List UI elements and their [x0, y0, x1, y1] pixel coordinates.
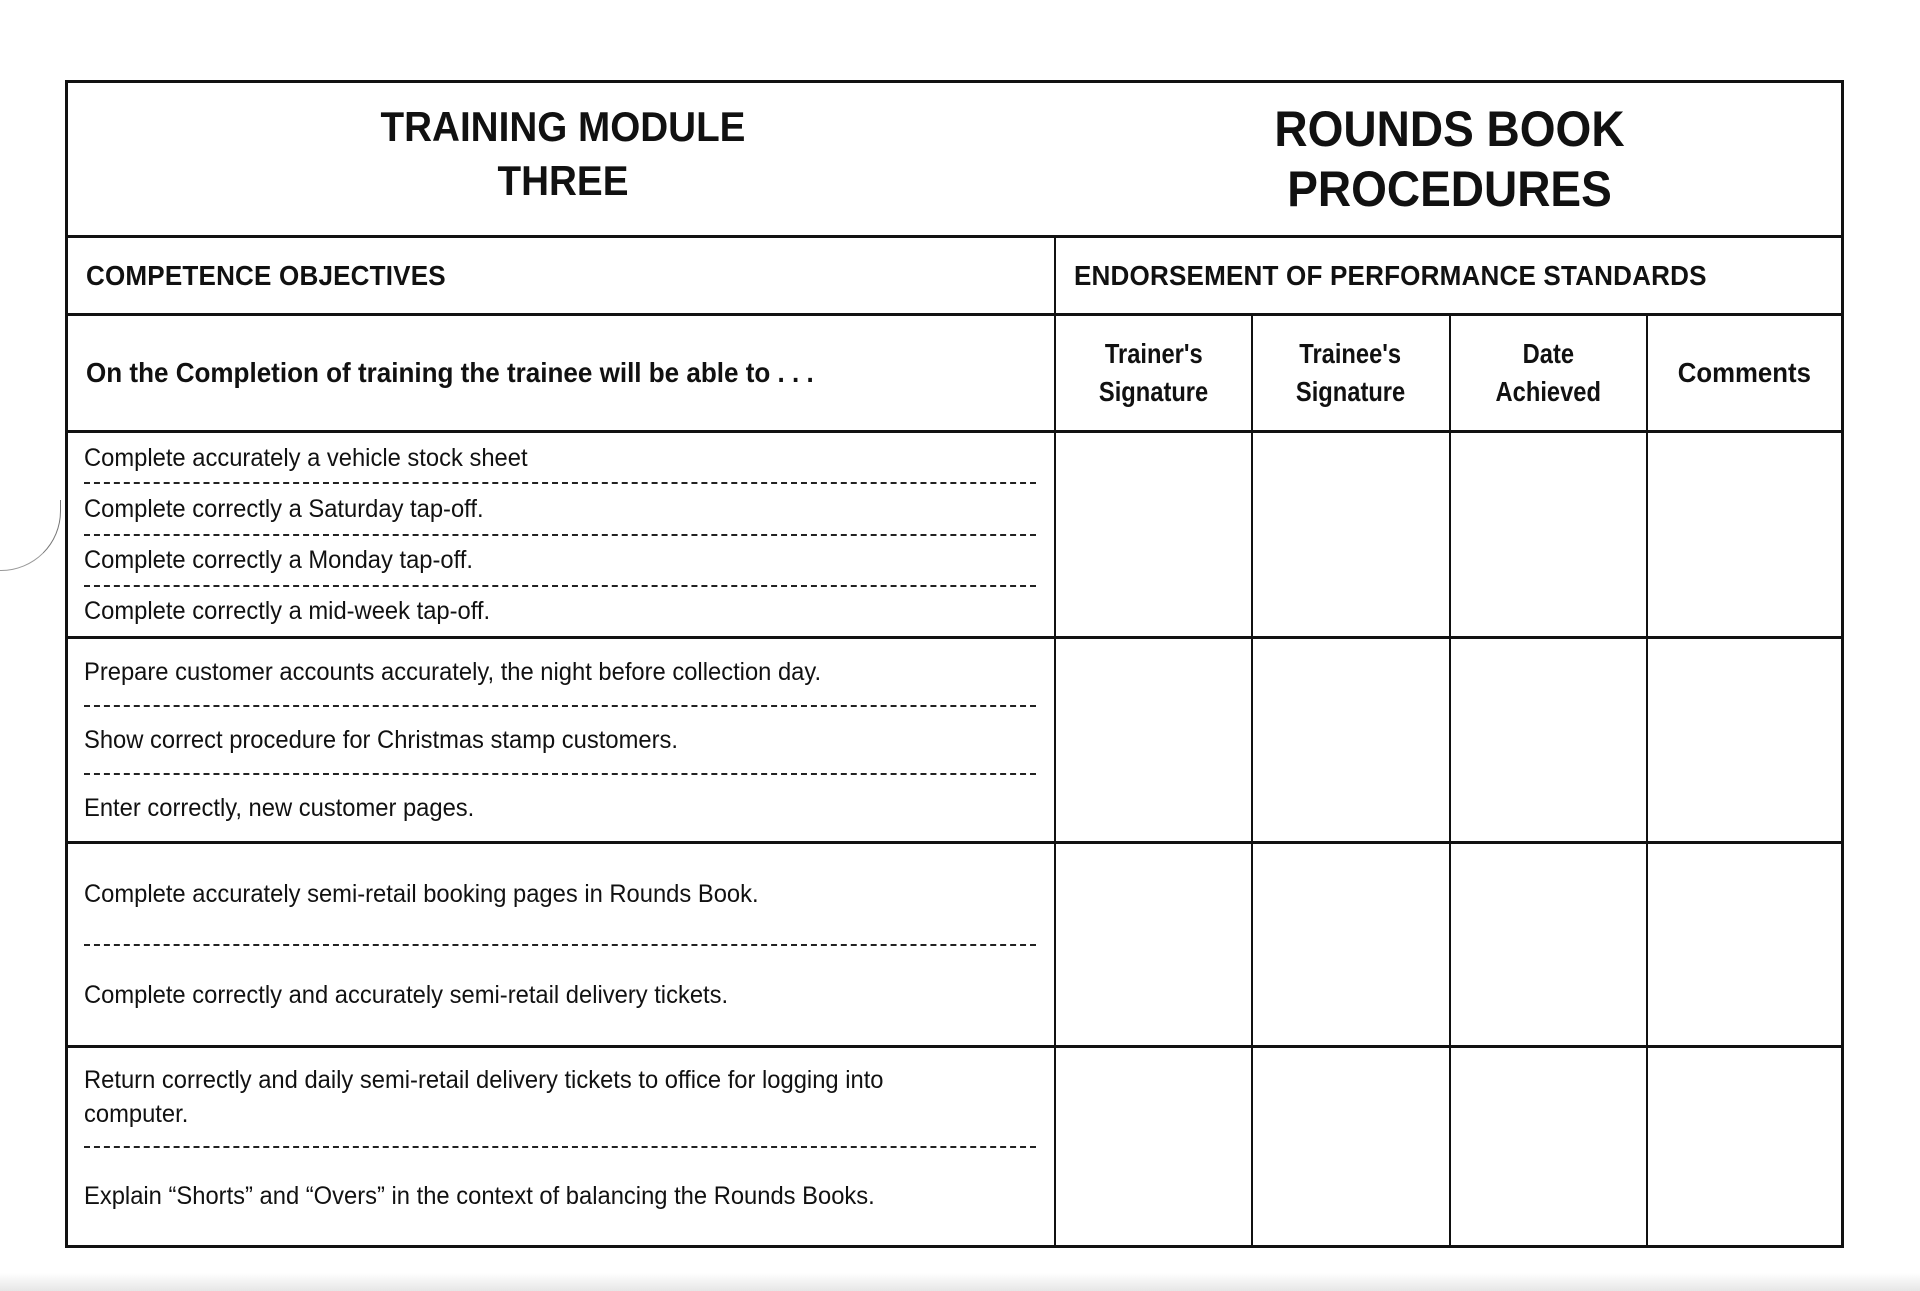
objective-item: Enter correctly, new customer pages. [84, 794, 475, 822]
column-header-comments [1648, 316, 1841, 433]
date-achieved-field[interactable] [1451, 639, 1648, 844]
comments-field[interactable] [1648, 1048, 1841, 1245]
comments-header: Comments [1677, 357, 1812, 388]
intro-statement [68, 316, 1056, 433]
trainee-signature-field[interactable] [1253, 433, 1451, 639]
trainee-header-line-1: Trainee's [1300, 338, 1402, 369]
objective-item: Show correct procedure for Christmas stamp customers. [84, 707, 1036, 775]
objective-group-3 [68, 844, 1056, 1048]
training-form [65, 80, 1844, 1248]
objective-group-4 [68, 1048, 1056, 1245]
trainee-signature-field[interactable] [1253, 1048, 1451, 1245]
trainee-signature-field[interactable] [1253, 844, 1451, 1048]
column-header-date-achieved [1451, 316, 1648, 433]
page-edge-mark [0, 500, 61, 571]
intro-text: On the Completion of training the trainee will be able to . . . [86, 357, 814, 388]
objective-item: Explain “Shorts” and “Overs” in the context of balancing the Rounds Books. [84, 1182, 875, 1211]
comments-field[interactable] [1648, 639, 1841, 844]
date-achieved-field[interactable] [1451, 1048, 1648, 1245]
procedure-title-line-2: PROCEDURES [1287, 161, 1612, 217]
endorsement-header [1056, 238, 1841, 316]
objective-item: Return correctly and daily semi-retail delivery tickets to office for logging into computer. [84, 1048, 1036, 1148]
objective-item: Complete correctly and accurately semi-retail delivery tickets. [84, 981, 729, 1010]
objectives-table [68, 238, 1841, 1245]
module-title-line-2: THREE [497, 157, 629, 204]
procedure-title-line-1: ROUNDS BOOK [1274, 101, 1625, 157]
trainer-header-line-1: Trainer's [1104, 338, 1203, 369]
comments-field[interactable] [1648, 844, 1841, 1048]
competence-objectives-label: COMPETENCE OBJECTIVES [86, 259, 446, 291]
title-row [68, 83, 1841, 238]
procedure-title [1089, 83, 1809, 235]
competence-objectives-header [68, 238, 1056, 316]
objective-item: Complete accurately a vehicle stock sheet [84, 433, 1036, 484]
date-achieved-field[interactable] [1451, 433, 1648, 639]
module-title-line-1: TRAINING MODULE [380, 103, 746, 150]
trainer-signature-field[interactable] [1056, 844, 1253, 1048]
objective-item: Complete correctly a Saturday tap-off. [84, 484, 1036, 535]
objective-item: Complete accurately semi-retail booking pages in Rounds Book. [84, 844, 1036, 946]
module-title [108, 83, 1019, 235]
comments-field[interactable] [1648, 433, 1841, 639]
trainer-signature-field[interactable] [1056, 433, 1253, 639]
trainee-signature-field[interactable] [1253, 639, 1451, 844]
trainer-signature-field[interactable] [1056, 1048, 1253, 1245]
objective-item: Prepare customer accounts accurately, the night before collection day. [84, 639, 1036, 707]
trainer-header-line-2: Signature [1098, 376, 1209, 407]
objective-item: Complete correctly a mid-week tap-off. [84, 597, 491, 626]
date-achieved-field[interactable] [1451, 844, 1648, 1048]
trainer-signature-field[interactable] [1056, 639, 1253, 844]
objective-group-1 [68, 433, 1056, 639]
date-header-line-2: Achieved [1495, 376, 1602, 407]
trainee-header-line-2: Signature [1296, 376, 1406, 407]
objective-group-2 [68, 639, 1056, 844]
column-header-trainee-signature [1253, 316, 1451, 433]
scan-edge-shadow [0, 1273, 1920, 1291]
endorsement-label: ENDORSEMENT OF PERFORMANCE STANDARDS [1074, 259, 1707, 291]
column-header-trainer-signature [1056, 316, 1253, 433]
date-header-line-1: Date [1522, 338, 1575, 369]
objective-item: Complete correctly a Monday tap-off. [84, 536, 1036, 587]
